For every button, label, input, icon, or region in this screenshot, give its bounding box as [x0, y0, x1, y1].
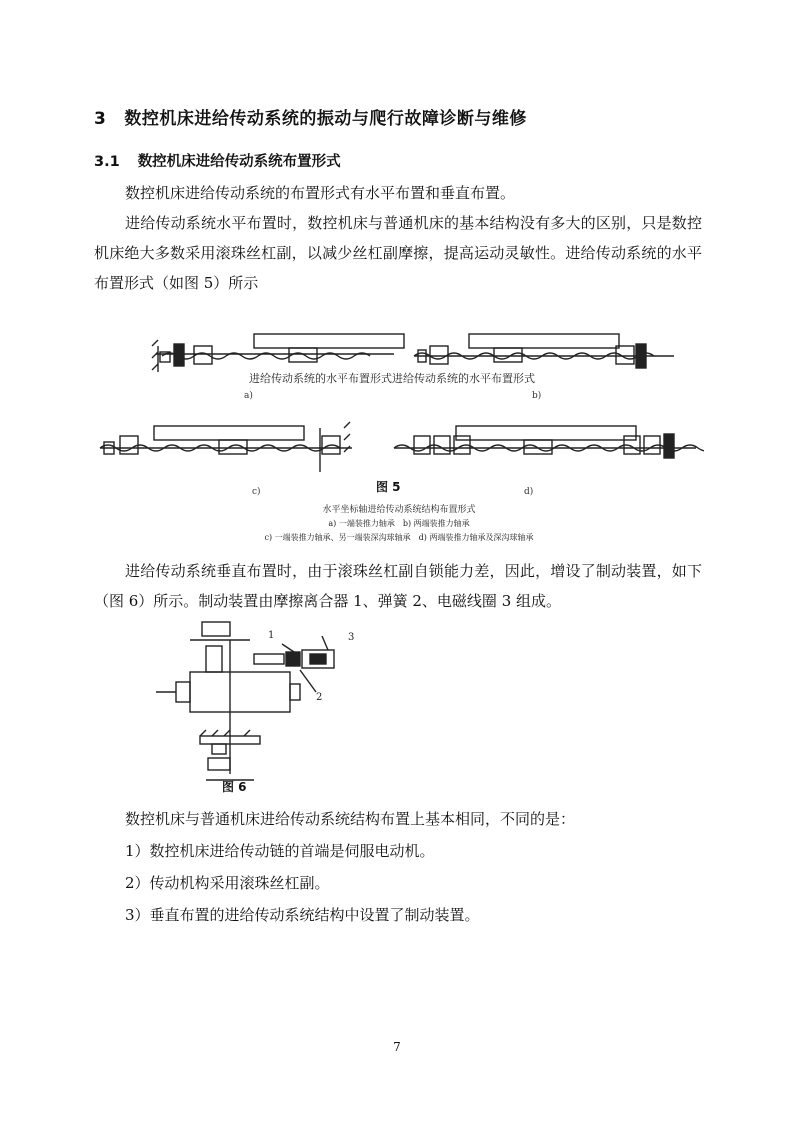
section-heading [94, 150, 341, 171]
figure-6-caption: 图 6 [222, 780, 247, 794]
figure-6-label-2: 2 [316, 692, 323, 703]
list-item-3: 3）垂直布置的进给传动系统结构中设置了制动装置。 [125, 906, 480, 924]
chapter-title: 数控机床进给传动系统的振动与爬行故障诊断与维修 [124, 109, 527, 129]
figure-6-label-1: 1 [268, 630, 275, 641]
figure-5-label-d: d) [524, 487, 534, 497]
section-number: 3.1 [94, 154, 120, 170]
figure-5-label-c: c) [252, 487, 261, 497]
figure-5-overlay-text: 进给传动系统的水平布置形式进给传动系统的水平布置形式 [249, 372, 535, 385]
list-item-2: 2）传动机构采用滚珠丝杠副。 [125, 874, 330, 892]
figure-5-caption: 图 5 [376, 480, 401, 494]
figure-6-label-3: 3 [348, 632, 355, 643]
figure-6-diagram [150, 618, 370, 796]
figure-5-label-a: a) [244, 391, 253, 401]
figure-5-legend-line-1: a) 一端装推力轴承 b) 两端装推力轴承 [328, 519, 470, 528]
list-item-1: 1）数控机床进给传动链的首端是伺服电动机。 [125, 842, 435, 860]
chapter-heading [94, 104, 527, 129]
figure-5-legend-title: 水平坐标轴进给传动系统结构布置形式 [322, 505, 476, 515]
figure-5-diagram [94, 316, 704, 548]
paragraph-2: 进给传动系统水平布置时，数控机床与普通机床的基本结构没有多大的区别，只是数控机床绝大多数采用滚珠丝杠副，以减少丝杠副摩擦，提高运动灵敏性。进给传动系统的水平布置形式（如图 5）所示 [94, 214, 702, 292]
figure-5-legend-line-2: c) 一端装推力轴承、另一端装深沟球轴承 d) 两端装推力轴承及深沟球轴承 [264, 533, 534, 542]
section-title: 数控机床进给传动系统布置形式 [137, 154, 341, 170]
page-number: 7 [393, 1040, 401, 1054]
paragraph-3: 进给传动系统垂直布置时，由于滚珠丝杠副自锁能力差，因此，增设了制动装置，如下（图 6）所示。制动装置由摩擦离合器 1、弹簧 2、电磁线圈 3 组成。 [94, 562, 702, 610]
paragraph-4: 数控机床与普通机床进给传动系统结构布置上基本相同，不同的是： [125, 810, 576, 828]
chapter-number: 3 [94, 109, 107, 129]
figure-5-label-b: b) [532, 391, 542, 401]
paragraph-1: 数控机床进给传动系统的布置形式有水平布置和垂直布置。 [125, 184, 516, 202]
